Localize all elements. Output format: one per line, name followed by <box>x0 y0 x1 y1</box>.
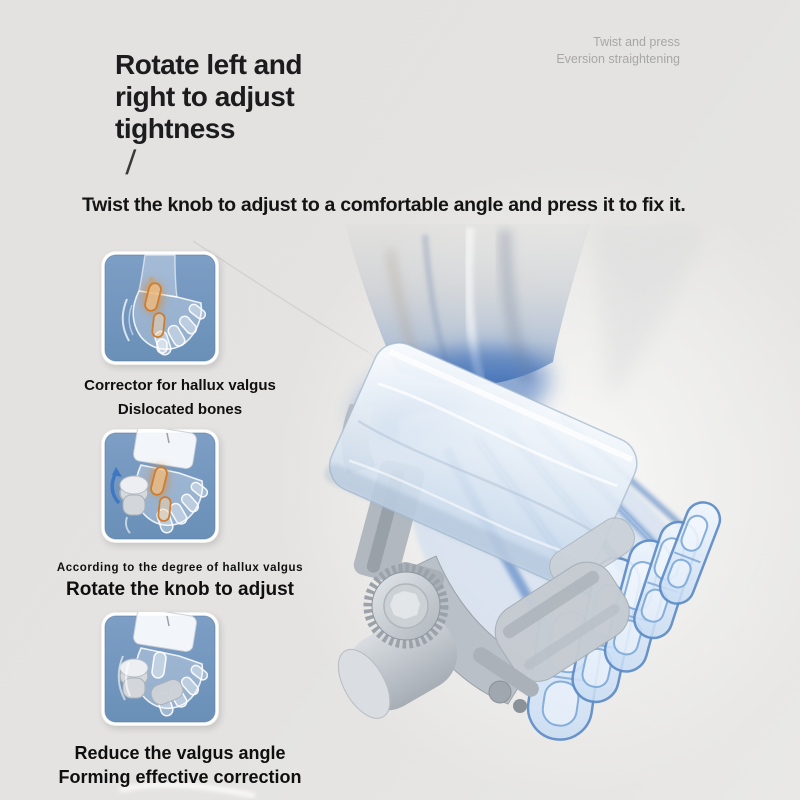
corner-note <box>556 34 680 68</box>
corrector-knob-rotate-icon <box>101 429 219 543</box>
caption-line: Corrector for hallux valgus <box>84 377 276 394</box>
caption-line: Forming effective correction <box>58 767 302 787</box>
xray-foot-bunion-icon <box>101 251 219 365</box>
caption-line: Dislocated bones <box>117 401 243 418</box>
corrected-foot-icon <box>101 612 219 726</box>
step-2-caption-small <box>30 562 330 574</box>
instruction-text: Twist the knob to adjust to a comfortable angle and press it to fix it. <box>82 194 686 216</box>
step-1-caption <box>30 374 330 422</box>
corner-note-line: Twist and press <box>593 35 680 49</box>
steps-column <box>30 0 330 800</box>
title-line: tightness <box>115 112 235 144</box>
caption-line: According to the degree of hallux valgus <box>56 562 304 574</box>
title-line: right to adjust <box>115 80 295 112</box>
step-2-caption <box>30 579 330 601</box>
step-thumbnail-3 <box>101 612 219 726</box>
step-thumbnail-1 <box>101 251 219 365</box>
title-line: Rotate left and <box>115 48 302 80</box>
slash-mark: / <box>124 144 137 182</box>
step-thumbnail-2 <box>101 429 219 543</box>
caption-line: Rotate the knob to adjust <box>66 579 294 600</box>
corner-note-line: Eversion straightening <box>556 52 680 66</box>
caption-line: Reduce the valgus angle <box>74 743 286 763</box>
step-3-caption <box>30 741 330 789</box>
